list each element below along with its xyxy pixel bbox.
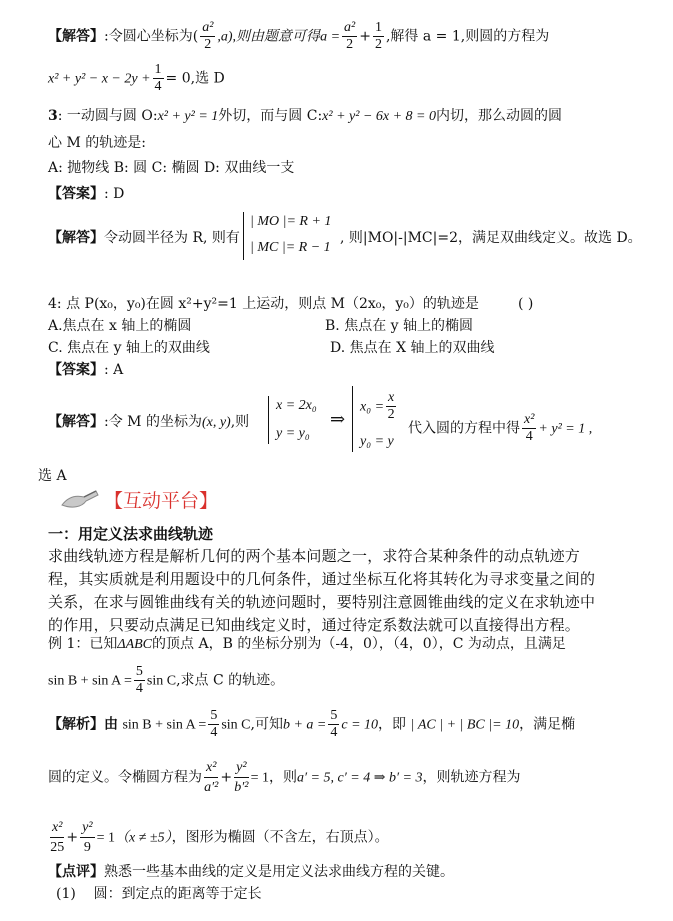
- question-4-solution: 【解答】:令 M 的坐标为(x, y),则: [48, 414, 250, 430]
- fraction: $\frac{\text{a²}}{2}$: [202, 20, 214, 52]
- question-3-answer: 【答案】: D: [48, 186, 125, 202]
- paragraph-line-2: 程，其实质就是利用题设中的几何条件，通过坐标互化将其转化为寻求变量之间的: [48, 570, 596, 588]
- analysis-line-3: $\frac{\text{x²}}{25}$ + $\frac{\text{y²}}{9}$ = 1（x ≠ ±5），图形为椭圆（不含左，右顶点）。: [50, 820, 389, 855]
- writing-hand-icon: [60, 487, 100, 515]
- question-3-options: A: 抛物线 B: 圆 C: 椭圆 D: 双曲线一支: [48, 160, 295, 176]
- example-1-line-1: 例 1：已知ΔABC的顶点 A，B 的坐标分别为（-4，0），（4，0），C 为动点，且满足: [48, 636, 566, 652]
- system-eq-3: x₀ = $\frac{x}{2}$: [360, 390, 395, 422]
- implies-arrow: ⇒: [330, 409, 346, 430]
- system-brace: [352, 386, 353, 452]
- example-1-line-2: sin B + sin A = $\frac{5}{4}$ sin C,求点 C 的轨迹。: [48, 664, 285, 696]
- system-eq-1: | MO |= R + 1: [250, 214, 332, 229]
- answer-line-2: x² + y² − x − 2y + $\frac{1}{4}$ = 0,选 D: [48, 62, 225, 94]
- question-4-stem: 4: 点 P(x₀，y₀)在圆 x²+y²=1 上运动，则点 M（2x₀，y₀）的轨迹是: [48, 296, 479, 312]
- paragraph-line-4: 的作用，只要动点满足已知曲线定义时，通过待定系数法就可以直接得出方程。: [48, 616, 581, 634]
- question-3-solution: 【解答】令动圆半径为 R, 则有: [48, 230, 240, 246]
- analysis-line-2: 圆的定义。令椭圆方程为 $\frac{\text{x²}}{\text{a′²}}$ + $\frac{\text{y²}}{\text{b′²}}$ = 1，则a′ = 5, c′ = 4 ⇒ b′ = 3，则轨迹方程为: [48, 760, 521, 795]
- option-b: B. 焦点在 y 轴上的椭圆: [325, 318, 473, 334]
- list-item: (1) 圆：到定点的距离等于定长: [56, 886, 262, 902]
- answer-tag: 【解答】: [48, 28, 104, 45]
- analysis-line-1: 【解析】由 sin B + sin A = $\frac{5}{4}$ sin C,可知b + a = $\frac{5}{4}$ c = 10，即 | AC | + | BC |= 10，满足椭: [48, 708, 576, 740]
- system-eq-2: | MC |= R − 1: [250, 240, 331, 255]
- question-4-solution-end: 代入圆的方程中得 $\frac{\text{x²}}{4}$ + y² = 1 ,: [408, 412, 593, 444]
- question-3-stem: 3: 一动圆与圆 O:x² + y² = 1外切，而与圆 C:x² + y² − 6x + 8 = 0内切，那么动圆的圆: [48, 108, 562, 124]
- fraction: $\frac{1}{2}$: [374, 20, 382, 52]
- system-eq-1: x = 2x₀: [276, 398, 317, 413]
- question-3-stem-line2: 心 M 的轨迹是:: [48, 135, 146, 151]
- paragraph-line-1: 求曲线轨迹方程是解析几何的两个基本问题之一，求符合某种条件的动点轨迹方: [48, 547, 581, 565]
- answer-line-1: 【解答】:令圆心坐标为( $\frac{\text{a²}}{2}$ ,a),则由题意可得a = $\frac{\text{a²}}{2}$ + $\frac{1}{2}$ ,解得 a = 1,则圆的方程为: [48, 20, 550, 52]
- system-eq-4: y₀ = y: [360, 434, 394, 449]
- choose-a: 选 A: [38, 468, 67, 484]
- part-heading: 一：用定义法求曲线轨迹: [48, 525, 214, 543]
- option-d: D. 焦点在 X 轴上的双曲线: [330, 340, 495, 356]
- system-eq-2: y = y₀: [276, 426, 310, 441]
- system-brace: [268, 396, 269, 444]
- fraction: $\frac{1}{4}$: [154, 62, 162, 94]
- paragraph-line-3: 关系，在求与圆锥曲线有关的轨迹问题时，要特别注意圆锥曲线的定义在求轨迹中: [48, 593, 596, 611]
- question-4-answer: 【答案】: A: [48, 362, 124, 378]
- system-brace: [243, 212, 244, 260]
- comment-line: 【点评】熟悉一些基本曲线的定义是用定义法求曲线方程的关键。: [48, 864, 454, 880]
- option-c: C. 焦点在 y 轴上的双曲线: [48, 340, 210, 356]
- question-3-solution-end: , 则|MO|-|MC|=2，满足双曲线定义。故选 D。: [340, 230, 642, 246]
- option-a: A.焦点在 x 轴上的椭圆: [48, 318, 192, 334]
- section-title: 【互动平台】: [104, 490, 219, 512]
- answer-paren: ( ): [518, 296, 534, 312]
- fraction: $\frac{\text{a²}}{2}$: [344, 20, 356, 52]
